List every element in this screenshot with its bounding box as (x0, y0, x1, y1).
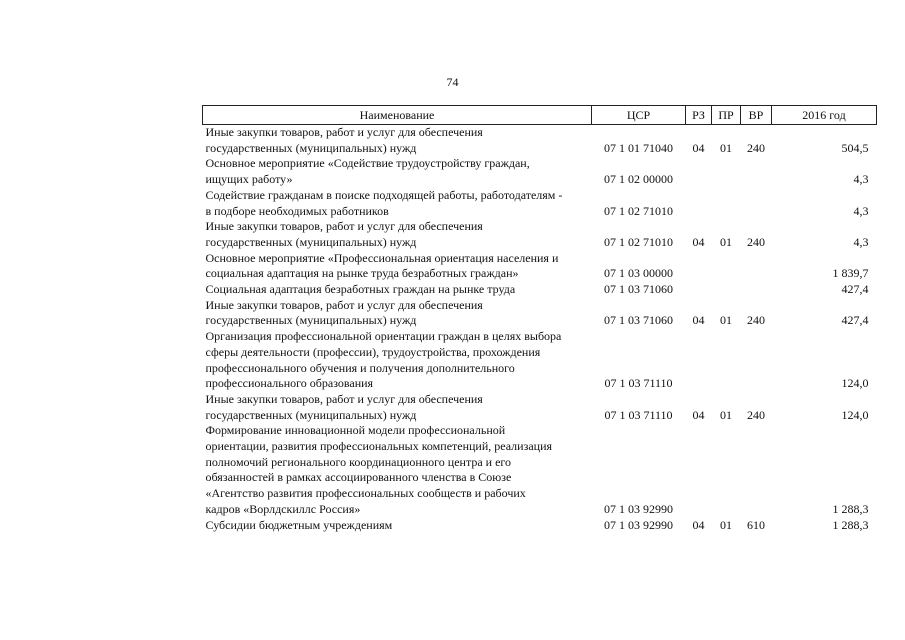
row-pr (712, 282, 741, 298)
row-rz: 04 (692, 407, 705, 422)
row-name-line: «Агентство развития профессиональных сообществ и рабочих (205, 486, 526, 501)
row-name-line: Социальная адаптация безработных граждан на рынке труда (205, 282, 516, 297)
row-amount: 1 839,7 (832, 266, 869, 281)
row-name (203, 125, 592, 157)
row-amount: 1 288,3 (832, 501, 869, 516)
table-row (203, 298, 877, 329)
row-csr: 07 1 03 92990 (604, 517, 673, 532)
row-pr (712, 188, 741, 219)
row-pr: 01 (720, 407, 732, 422)
header-rz: РЗ (686, 106, 712, 125)
row-name-line: Иные закупки товаров, работ и услуг для обеспечения (205, 125, 483, 139)
row-rz (686, 188, 712, 219)
row-name-line: государственных (муниципальных) нужд (205, 407, 417, 422)
header-csr: ЦСР (592, 106, 686, 125)
table-row (203, 156, 877, 187)
row-pr (712, 423, 741, 517)
row-name-line: Иные закупки товаров, работ и услуг для обеспечения (205, 297, 483, 312)
row-csr: 07 1 03 71110 (604, 407, 673, 422)
row-pr (712, 329, 741, 392)
row-amount: 427,4 (841, 313, 869, 328)
row-vr (741, 156, 772, 187)
row-amount: 124,0 (841, 376, 869, 391)
row-name (203, 282, 592, 298)
row-name-line: государственных (муниципальных) нужд (205, 140, 417, 155)
row-pr: 01 (720, 140, 732, 155)
row-vr: 240 (747, 313, 765, 328)
row-rz: 04 (692, 313, 705, 328)
row-vr: 240 (747, 140, 765, 155)
row-amount: 4,3 (853, 172, 869, 187)
row-name (203, 188, 592, 219)
table-row (203, 219, 877, 250)
row-vr: 240 (747, 407, 765, 422)
table-row (203, 423, 877, 517)
row-csr: 07 1 03 71110 (604, 376, 673, 391)
row-vr (741, 282, 772, 298)
table-row (203, 188, 877, 219)
header-name: Наименование (203, 106, 592, 125)
header-pr: ПР (712, 106, 741, 125)
table-row (203, 329, 877, 392)
row-name (203, 423, 592, 517)
row-name-line: кадров «Ворлдскиллс Россия» (205, 501, 361, 516)
row-rz: 04 (692, 234, 705, 249)
row-vr (741, 329, 772, 392)
row-amount: 4,3 (853, 234, 869, 249)
row-pr (712, 251, 741, 282)
row-rz (686, 156, 712, 187)
row-pr: 01 (720, 517, 732, 532)
row-name-line: в подборе необходимых работников (205, 203, 389, 218)
row-name (203, 219, 592, 250)
row-name-line: Содействие гражданам в поиске подходящей работы, работодателям - (205, 187, 563, 202)
row-name-line: Основное мероприятие «Профессиональная ориентация населения и (205, 250, 559, 265)
row-name-line: социальная адаптация на рынке труда безработных граждан» (205, 266, 519, 281)
row-name-line: сферы деятельности (профессии), трудоустройства, прохождения (205, 344, 541, 359)
row-rz (686, 251, 712, 282)
row-rz (686, 423, 712, 517)
row-name-line: Основное мероприятие «Содействие трудоустройству граждан, (205, 156, 530, 171)
row-rz: 04 (692, 140, 705, 155)
row-csr: 07 1 03 92990 (604, 501, 673, 516)
row-name (203, 329, 592, 392)
row-csr: 07 1 02 71010 (604, 203, 673, 218)
row-name-line: Формирование инновационной модели профессиональной (205, 423, 506, 438)
row-name-line: Иные закупки товаров, работ и услуг для обеспечения (205, 391, 483, 406)
row-amount: 4,3 (853, 203, 869, 218)
row-rz (686, 329, 712, 392)
row-name (203, 392, 592, 423)
row-rz: 04 (692, 517, 705, 532)
table-row (203, 125, 877, 157)
row-csr: 07 1 02 00000 (604, 172, 673, 187)
page-number: 74 (446, 75, 459, 89)
row-vr (741, 188, 772, 219)
row-name-line: Иные закупки товаров, работ и услуг для обеспечения (205, 219, 483, 234)
row-name-line: профессионального обучения и получения дополнительного (205, 360, 515, 375)
budget-table (202, 105, 877, 533)
table-row (203, 392, 877, 423)
row-name (203, 298, 592, 329)
row-amount: 1 288,3 (832, 517, 869, 532)
row-vr (741, 251, 772, 282)
header-year: 2016 год (772, 106, 877, 125)
row-pr: 01 (720, 313, 732, 328)
row-name-line: обязанностей в рамках ассоциированного членства в Союзе (205, 470, 512, 485)
row-name (203, 251, 592, 282)
row-name-line: ориентации, развития профессиональных компетенций, реализация (205, 439, 553, 454)
row-csr: 07 1 01 71040 (604, 140, 673, 155)
table-header-row (203, 106, 877, 125)
row-name-line: государственных (муниципальных) нужд (205, 313, 417, 328)
row-amount: 427,4 (841, 282, 869, 297)
row-csr: 07 1 02 71010 (604, 234, 673, 249)
table-row (203, 518, 877, 534)
row-csr: 07 1 03 71060 (604, 282, 673, 297)
row-vr: 240 (747, 234, 765, 249)
row-pr: 01 (720, 234, 732, 249)
row-name (203, 518, 592, 534)
row-rz (686, 282, 712, 298)
row-name-line: профессионального образования (205, 376, 374, 391)
row-name-line: Организация профессиональной ориентации граждан в целях выбора (205, 329, 562, 344)
row-name-line: полномочий регионального координационного центра и его (205, 454, 512, 469)
row-name-line: государственных (муниципальных) нужд (205, 234, 417, 249)
row-vr: 610 (747, 517, 765, 532)
row-csr: 07 1 03 71060 (604, 313, 673, 328)
table-body (203, 125, 877, 534)
row-pr (712, 156, 741, 187)
row-amount: 124,0 (841, 407, 869, 422)
row-csr: 07 1 03 00000 (604, 266, 673, 281)
header-vr: ВР (741, 106, 772, 125)
row-vr (741, 423, 772, 517)
row-name-line: ищущих работу» (205, 172, 293, 187)
row-amount: 504,5 (841, 140, 869, 155)
table-row (203, 251, 877, 282)
row-name-line: Субсидии бюджетным учреждениям (205, 517, 393, 532)
row-name (203, 156, 592, 187)
table-row (203, 282, 877, 298)
